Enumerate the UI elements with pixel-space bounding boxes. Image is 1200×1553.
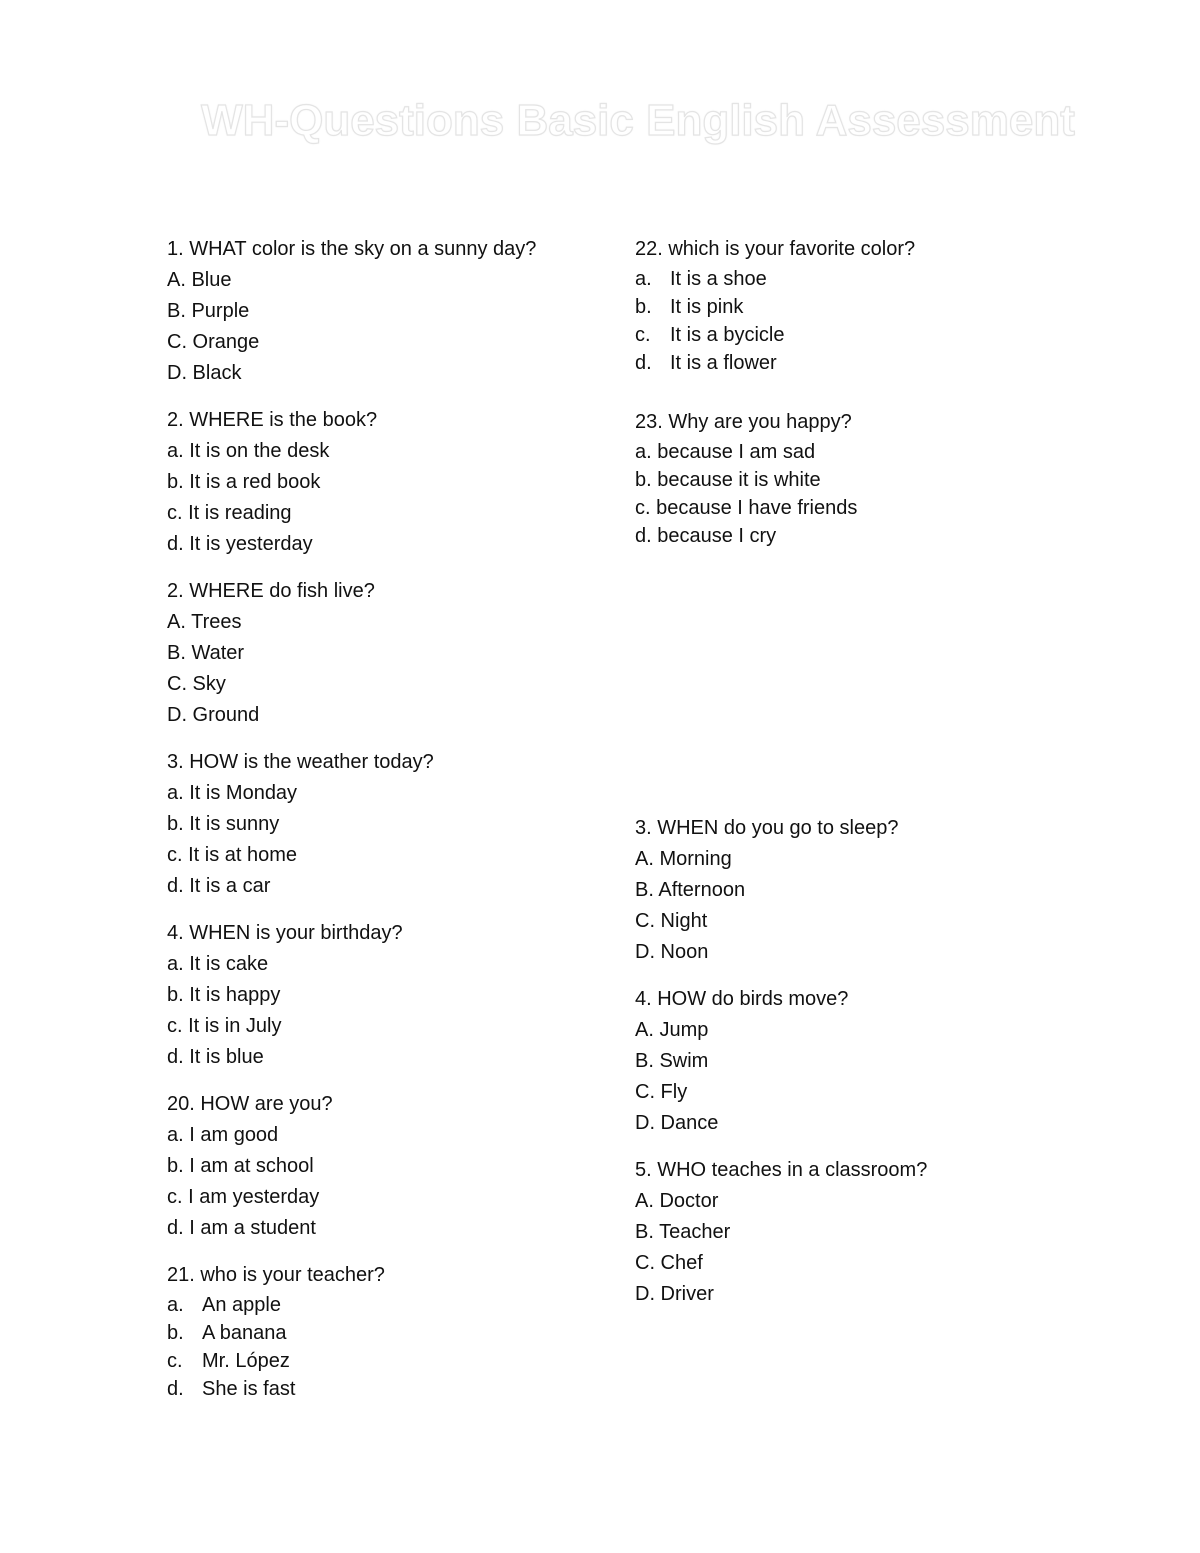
question-block xyxy=(167,1260,607,1403)
answer-option: b. It is happy xyxy=(167,984,281,1006)
answer-option: d. It is blue xyxy=(167,1046,264,1068)
answer-option: C. Chef xyxy=(635,1252,703,1274)
question-block xyxy=(167,918,607,1073)
question-block xyxy=(167,1089,607,1244)
answer-option: a. I am good xyxy=(167,1124,279,1146)
answer-option: B. Water xyxy=(167,642,245,664)
answer-option: c. because I have friends xyxy=(635,497,858,519)
answer-option: a. It is Monday xyxy=(167,782,298,804)
answer-option: A. Trees xyxy=(167,611,242,633)
answer-option: C. Fly xyxy=(635,1081,688,1103)
answer-option: c. It is at home xyxy=(167,844,298,866)
answer-option: d. because I cry xyxy=(635,525,777,547)
question-block xyxy=(635,984,1075,1139)
answer-option: A. Blue xyxy=(167,269,232,291)
question-text: 3. HOW is the weather today? xyxy=(167,751,434,773)
answer-option: C. Orange xyxy=(167,331,260,353)
answer-option: a. It is on the desk xyxy=(167,440,330,462)
question-text: 4. HOW do birds move? xyxy=(635,988,849,1010)
answer-option: B. Afternoon xyxy=(635,879,746,901)
option-letter: d. xyxy=(167,1378,184,1400)
question-text: 4. WHEN is your birthday? xyxy=(167,922,403,944)
option-letter: c. xyxy=(167,1350,183,1372)
answer-option: b. It is a red book xyxy=(167,471,321,493)
answer-option: D. Ground xyxy=(167,704,260,726)
question-block xyxy=(635,1155,1075,1310)
answer-option: c. It is in July xyxy=(167,1015,282,1037)
answer-option: d. It is yesterday xyxy=(167,533,313,555)
option-letter: c. xyxy=(635,324,651,346)
answer-option: B. Teacher xyxy=(635,1221,731,1243)
answer-option: D. Driver xyxy=(635,1283,714,1305)
option-text: A banana xyxy=(202,1322,287,1344)
question-text: 21. who is your teacher? xyxy=(167,1264,385,1286)
answer-option: A. Morning xyxy=(635,848,732,870)
answer-option: c. It is reading xyxy=(167,502,292,524)
option-text: It is a bycicle xyxy=(670,324,785,346)
answer-option: b. I am at school xyxy=(167,1155,314,1177)
option-text: An apple xyxy=(202,1294,281,1316)
answer-option: D. Noon xyxy=(635,941,709,963)
option-letter: b. xyxy=(167,1322,184,1344)
question-block xyxy=(635,234,1075,377)
question-text: 5. WHO teaches in a classroom? xyxy=(635,1159,928,1181)
option-letter: d. xyxy=(635,352,652,374)
answer-option: a. because I am sad xyxy=(635,441,816,463)
option-letter: a. xyxy=(167,1294,184,1316)
question-block xyxy=(635,407,1075,550)
answer-option xyxy=(167,1347,607,1375)
answer-option xyxy=(635,321,1075,349)
left-column xyxy=(167,234,607,1403)
answer-option: a. It is cake xyxy=(167,953,269,975)
question-text: 2. WHERE is the book? xyxy=(167,409,378,431)
answer-option: D. Dance xyxy=(635,1112,719,1134)
answer-option: A. Jump xyxy=(635,1019,709,1041)
question-text: 3. WHEN do you go to sleep? xyxy=(635,817,899,839)
answer-option: D. Black xyxy=(167,362,242,384)
answer-option xyxy=(635,265,1075,293)
option-text: It is pink xyxy=(670,296,744,318)
answer-option xyxy=(167,1291,607,1319)
answer-option: b. It is sunny xyxy=(167,813,280,835)
option-text: She is fast xyxy=(202,1378,296,1400)
question-text: 23. Why are you happy? xyxy=(635,411,852,433)
question-text: 20. HOW are you? xyxy=(167,1093,333,1115)
question-block xyxy=(167,405,607,560)
question-text: 1. WHAT color is the sky on a sunny day? xyxy=(167,238,537,260)
answer-option xyxy=(167,1375,607,1403)
answer-option xyxy=(635,293,1075,321)
answer-option: A. Doctor xyxy=(635,1190,719,1212)
option-text: It is a shoe xyxy=(670,268,767,290)
option-letter: a. xyxy=(635,268,652,290)
question-text: 22. which is your favorite color? xyxy=(635,238,916,260)
option-letter: b. xyxy=(635,296,652,318)
answer-option: d. It is a car xyxy=(167,875,271,897)
answer-option: B. Swim xyxy=(635,1050,709,1072)
page-title: WH-Questions Basic English Assessment xyxy=(201,96,1075,145)
answer-option: C. Night xyxy=(635,910,708,932)
option-text: It is a flower xyxy=(670,352,777,374)
right-column xyxy=(635,234,1075,1310)
answer-option xyxy=(635,349,1075,377)
question-block xyxy=(167,234,607,389)
answer-option: b. because it is white xyxy=(635,469,821,491)
question-text: 2. WHERE do fish live? xyxy=(167,580,375,602)
option-text: Mr. López xyxy=(202,1350,290,1372)
answer-option: B. Purple xyxy=(167,300,250,322)
question-block xyxy=(167,576,607,731)
question-block xyxy=(167,747,607,902)
answer-option: d. I am a student xyxy=(167,1217,316,1239)
answer-option: c. I am yesterday xyxy=(167,1186,320,1208)
answer-option: C. Sky xyxy=(167,673,226,695)
question-block xyxy=(635,813,1075,968)
answer-option xyxy=(167,1319,607,1347)
